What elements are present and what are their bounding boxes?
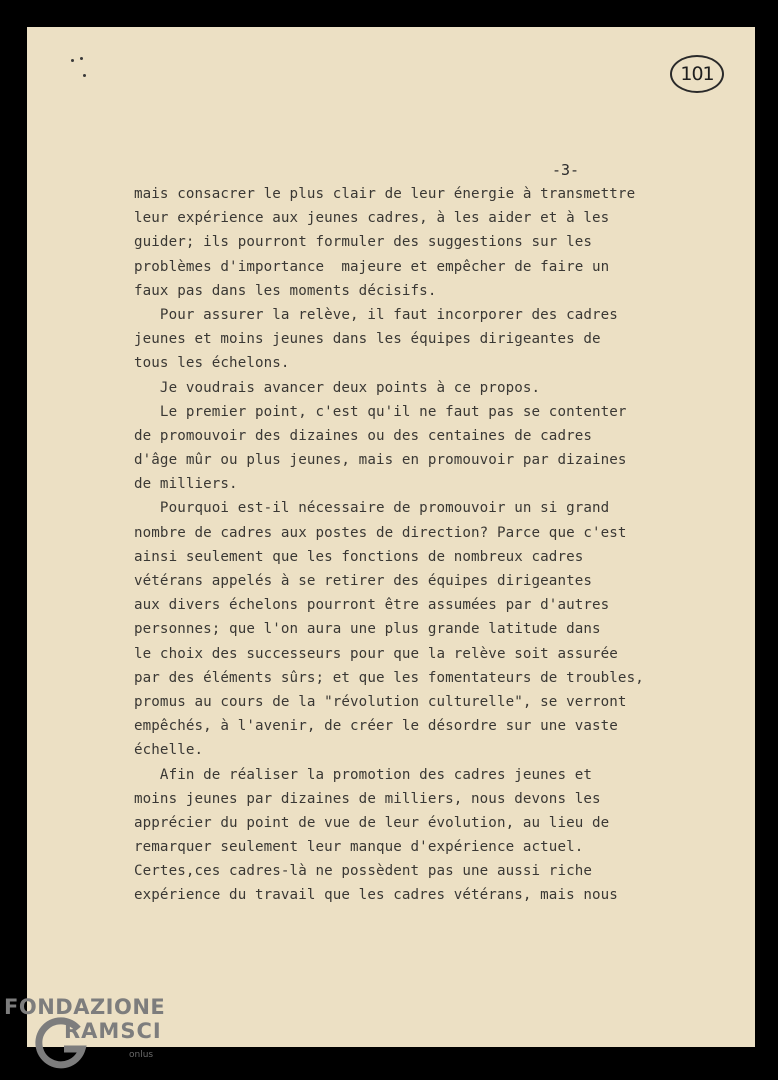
text-line: aux divers échelons pourront être assumées par d'autres: [134, 597, 610, 614]
text-line: tous les échelons.: [134, 355, 290, 372]
document-page: [27, 27, 755, 1047]
text-line: de promouvoir des dizaines ou des centaines de cadres: [134, 427, 593, 444]
text-line: promus au cours de la "révolution culturelle", se verront: [134, 693, 627, 710]
text-line: par des éléments sûrs; et que les fomentateurs de troubles,: [134, 669, 644, 686]
text-line: nombre de cadres aux postes de direction? Parce que c'est: [134, 524, 627, 541]
text-line: problèmes d'importance majeure et empêcher de faire un: [134, 258, 610, 275]
watermark-line3: onlus: [129, 1050, 154, 1060]
text-line: Je voudrais avancer deux points à ce propos.: [134, 379, 541, 396]
text-line: apprécier du point de vue de leur évolution, au lieu de: [134, 814, 610, 831]
text-line: vétérans appelés à se retirer des équipes dirigeantes: [134, 573, 593, 589]
text-line: personnes; que l'on aura une plus grande latitude dans: [134, 621, 601, 638]
punch-marks: [69, 57, 91, 81]
text-line: ainsi seulement que les fonctions de nombreux cadres: [134, 548, 584, 565]
text-line: Pourquoi est-il nécessaire de promouvoir un si grand: [134, 500, 610, 517]
text-line: empêchés, à l'avenir, de créer le désordre sur une vaste: [134, 718, 618, 735]
text-line: jeunes et moins jeunes dans les équipes dirigeantes de: [134, 331, 601, 348]
text-line: d'âge mûr ou plus jeunes, mais en promouvoir par dizaines: [134, 452, 627, 469]
text-line: Certes,ces cadres-là ne possèdent pas une aussi riche: [134, 863, 593, 880]
text-line: Afin de réaliser la promotion des cadres jeunes et: [134, 766, 593, 783]
text-line: mais consacrer le plus clair de leur énergie à transmettre: [134, 186, 636, 202]
text-line: moins jeunes par dizaines de milliers, nous devons les: [134, 790, 601, 807]
text-line: Pour assurer la relève, il faut incorporer des cadres: [134, 306, 618, 323]
text-line: le choix des successeurs pour que la relève soit assurée: [134, 645, 618, 662]
stamp-number: 101: [680, 63, 714, 85]
fondazione-gramsci-watermark: [4, 995, 194, 1075]
text-line: leur expérience aux jeunes cadres, à les aider et à les: [134, 210, 610, 227]
typed-text-body: [134, 182, 694, 908]
text-line: remarquer seulement leur manque d'expérience actuel.: [134, 839, 584, 856]
watermark-line2: RAMSCI: [64, 1019, 162, 1043]
watermark-line1: FONDAZIONE: [4, 995, 166, 1019]
archive-stamp: [670, 55, 724, 93]
text-line: expérience du travail que les cadres vétérans, mais nous: [134, 887, 618, 904]
text-line: guider; ils pourront formuler des suggestions sur les: [134, 234, 593, 251]
text-line: de milliers.: [134, 476, 238, 493]
text-line: Le premier point, c'est qu'il ne faut pas se contenter: [134, 403, 627, 420]
text-line: échelle.: [134, 742, 204, 759]
text-line: faux pas dans les moments décisifs.: [134, 282, 437, 299]
page-number: -3-: [552, 161, 580, 179]
